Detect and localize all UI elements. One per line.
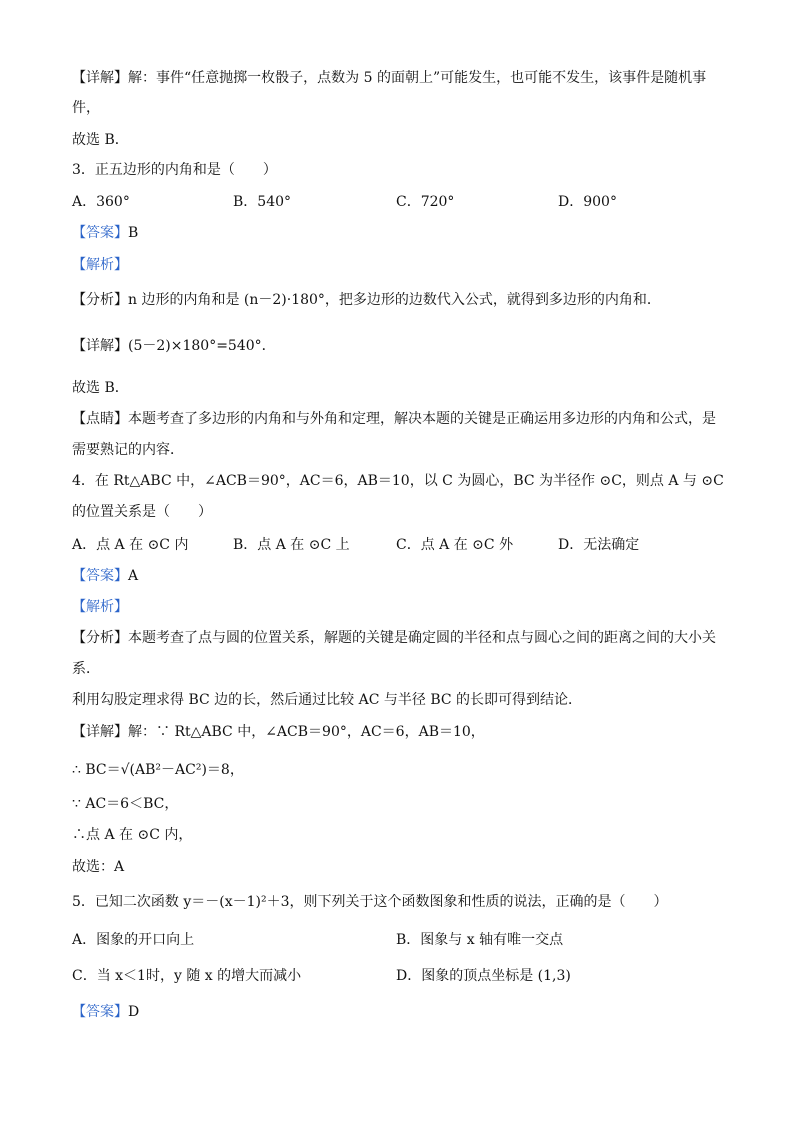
q3-option-b: B．540° bbox=[233, 194, 292, 210]
answer-value: B bbox=[128, 225, 139, 241]
detail-text: 件， bbox=[72, 100, 100, 116]
comment-text: 【点睛】本题考查了多边形的内角和与外角和定理，解决本题的关键是正确运用多边形的内角和公式，是 bbox=[72, 411, 716, 427]
detail-text: 【详解】解：事件“任意抛掷一枚骰子，点数为 5 的面朝上”可能发生，也可能不发生，该事件是随机事 bbox=[72, 70, 707, 86]
detail-text: 【详解】解：∵ Rt△ABC 中，∠ACB＝90°，AC＝6，AB＝10， bbox=[72, 724, 485, 740]
comment-text: 需要熟记的内容． bbox=[72, 442, 184, 458]
analysis-text: 【分析】本题考查了点与圆的位置关系，解题的关键是确定圆的半径和点与圆心之间的距离之间的大小关 bbox=[72, 630, 716, 646]
q3-option-a: A．360° bbox=[72, 194, 130, 210]
detail-text: 【详解】(5－2)×180°=540°． bbox=[72, 338, 276, 354]
q5-option-b: B．图象与 x 轴有唯一交点 bbox=[396, 932, 564, 948]
question-4: 4．在 Rt△ABC 中，∠ACB＝90°，AC＝6，AB＝10，以 C 为圆心，BC 为半径作 ⊙C，则点 A 与 ⊙C bbox=[72, 473, 724, 489]
q4-option-b: B．点 A 在 ⊙C 上 bbox=[233, 537, 350, 553]
answer-value: A bbox=[128, 568, 139, 584]
answer-value: D bbox=[128, 1004, 140, 1020]
analysis-tag: 【解析】 bbox=[72, 599, 128, 615]
q3-option-d: D．900° bbox=[558, 194, 617, 210]
choice-text: 故选 B． bbox=[72, 132, 129, 148]
q4-option-d: D．无法确定 bbox=[558, 537, 640, 553]
answer-3 bbox=[72, 223, 722, 243]
analysis-text: 系． bbox=[72, 661, 100, 677]
answer-4 bbox=[72, 566, 722, 586]
analysis-text: 【分析】n 边形的内角和是 (n－2)·180°，把多边形的边数代入公式，就得到多边形的内角和． bbox=[72, 292, 661, 308]
answer-5 bbox=[72, 1002, 722, 1022]
question-4-cont: 的位置关系是（ ） bbox=[72, 504, 212, 520]
choice-text: 故选 B． bbox=[72, 380, 129, 396]
answer-tag: 【答案】 bbox=[72, 1004, 128, 1020]
detail-formula: ∴ BC＝√(AB²－AC²)＝8， bbox=[72, 762, 244, 778]
q4-option-c: C．点 A 在 ⊙C 外 bbox=[396, 537, 514, 553]
q3-option-c: C．720° bbox=[396, 194, 455, 210]
question-3: 3．正五边形的内角和是（ ） bbox=[72, 162, 277, 178]
q5-option-a: A．图象的开口向上 bbox=[72, 932, 195, 948]
answer-tag: 【答案】 bbox=[72, 568, 128, 584]
detail-text: ∵ AC＝6＜BC， bbox=[72, 796, 179, 812]
detail-text: ∴点 A 在 ⊙C 内， bbox=[72, 827, 193, 843]
question-5: 5．已知二次函数 y＝－(x－1)²＋3，则下列关于这个函数图象和性质的说法，正确的是（ ） bbox=[72, 894, 668, 910]
answer-tag: 【答案】 bbox=[72, 225, 128, 241]
analysis-text: 利用勾股定理求得 BC 边的长，然后通过比较 AC 与半径 BC 的长即可得到结论． bbox=[72, 692, 583, 708]
q4-option-a: A．点 A 在 ⊙C 内 bbox=[72, 537, 189, 553]
q5-option-c: C．当 x＜1时，y 随 x 的增大而减小 bbox=[72, 968, 302, 984]
choice-text: 故选：A bbox=[72, 859, 125, 875]
analysis-tag: 【解析】 bbox=[72, 257, 128, 273]
q5-option-d: D．图象的顶点坐标是 (1,3) bbox=[396, 968, 571, 984]
